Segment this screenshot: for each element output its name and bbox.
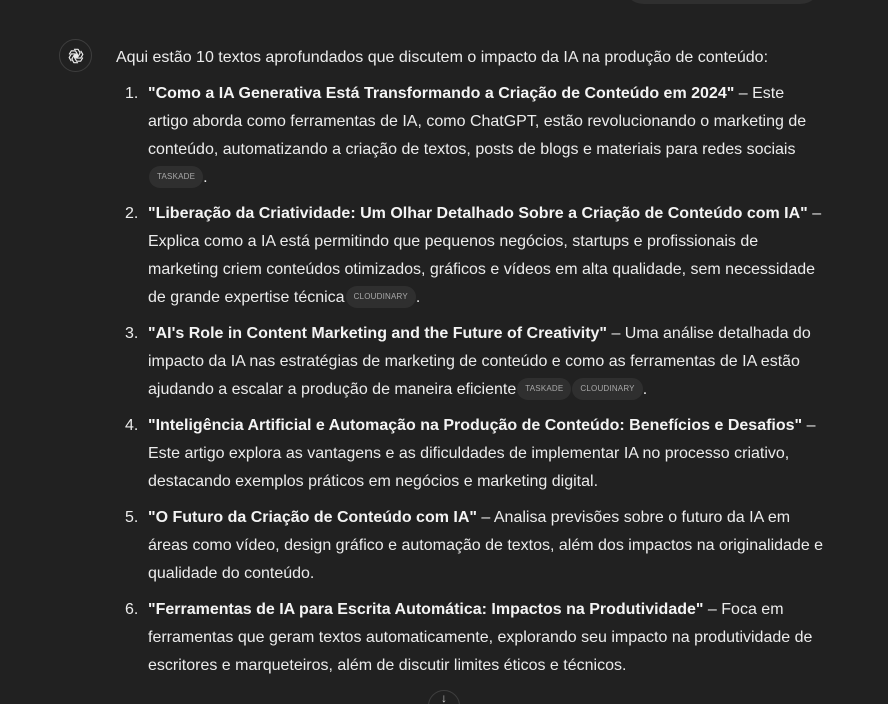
sentence-end: . — [203, 169, 208, 186]
list-number: 4. — [125, 417, 139, 434]
article-description: – Uma análise detalhada do impacto da IA nas estratégias de marketing de conteúdo e como as ferramentas de IA estão ajudando a escalar a produção de maneira eficiente — [148, 325, 811, 398]
openai-logo-icon — [66, 46, 86, 66]
article-title: "O Futuro da Criação de Conteúdo com IA" — [148, 509, 477, 526]
source-chip-cloudinary[interactable]: CLOUDINARY — [346, 286, 416, 308]
assistant-message — [116, 44, 828, 688]
sentence-end: . — [415, 289, 421, 306]
article-title: "AI's Role in Content Marketing and the Future of Creativity" — [148, 325, 608, 342]
article-description: – Este artigo aborda como ferramentas de IA, como ChatGPT, estão revolucionando o marketing de conteúdo, automatizando a criação de textos, posts de blogs e materiais para redes sociais — [148, 85, 807, 158]
article-title: "Como a IA Generativa Está Transformando a Criação de Conteúdo em 2024" — [148, 85, 735, 102]
list-number: 3. — [125, 325, 139, 342]
list-item — [116, 80, 828, 192]
scroll-to-bottom-button[interactable] — [428, 690, 460, 704]
article-description: – Foca em ferramentas que geram textos automaticamente, explorando seu impacto na produtividade de escritores e marqueteiros, além de discutir limites éticos e técnicos. — [148, 601, 813, 674]
assistant-avatar — [59, 39, 92, 72]
source-chip-cloudinary[interactable]: CLOUDINARY — [572, 378, 642, 400]
article-description: – Este artigo explora as vantagens e as dificuldades de implementar IA no processo criativo, destacando exemplos práticos em negócios e marketing digital. — [148, 417, 816, 490]
article-title: "Ferramentas de IA para Escrita Automática: Impactos na Produtividade" — [148, 601, 704, 618]
article-title: "Inteligência Artificial e Automação na Produção de Conteúdo: Benefícios e Desafios" — [148, 417, 803, 434]
list-item — [116, 200, 828, 312]
list-number: 2. — [125, 205, 139, 222]
list-item — [116, 320, 828, 404]
user-message-bubble — [622, 0, 822, 4]
source-chip-taskade[interactable]: TASKADE — [517, 378, 571, 400]
sentence-end: . — [642, 381, 648, 398]
article-title: "Liberação da Criatividade: Um Olhar Detalhado Sobre a Criação de Conteúdo com IA" — [148, 205, 808, 222]
list-item — [116, 504, 828, 588]
article-description: – Analisa previsões sobre o futuro da IA em áreas como vídeo, design gráfico e automação de textos, além dos impactos na originalidade e qualidade do conteúdo. — [148, 509, 824, 582]
list-item — [116, 596, 828, 680]
message-intro: Aqui estão 10 textos aprofundados que discutem o impacto da IA na produção de conteúdo: — [116, 49, 769, 66]
arrow-down-icon: ↓ — [441, 691, 447, 704]
list-item — [116, 412, 828, 496]
article-list — [116, 80, 828, 680]
source-chip-taskade[interactable]: TASKADE — [149, 166, 203, 188]
list-number: 5. — [125, 509, 139, 526]
list-number: 1. — [125, 85, 139, 102]
article-description: – Explica como a IA está permitindo que pequenos negócios, startups e profissionais de marketing criem conteúdos otimizados, gráficos e vídeos em alta qualidade, sem necessidade de grande expertise técnica — [148, 205, 822, 306]
list-number: 6. — [125, 601, 139, 618]
